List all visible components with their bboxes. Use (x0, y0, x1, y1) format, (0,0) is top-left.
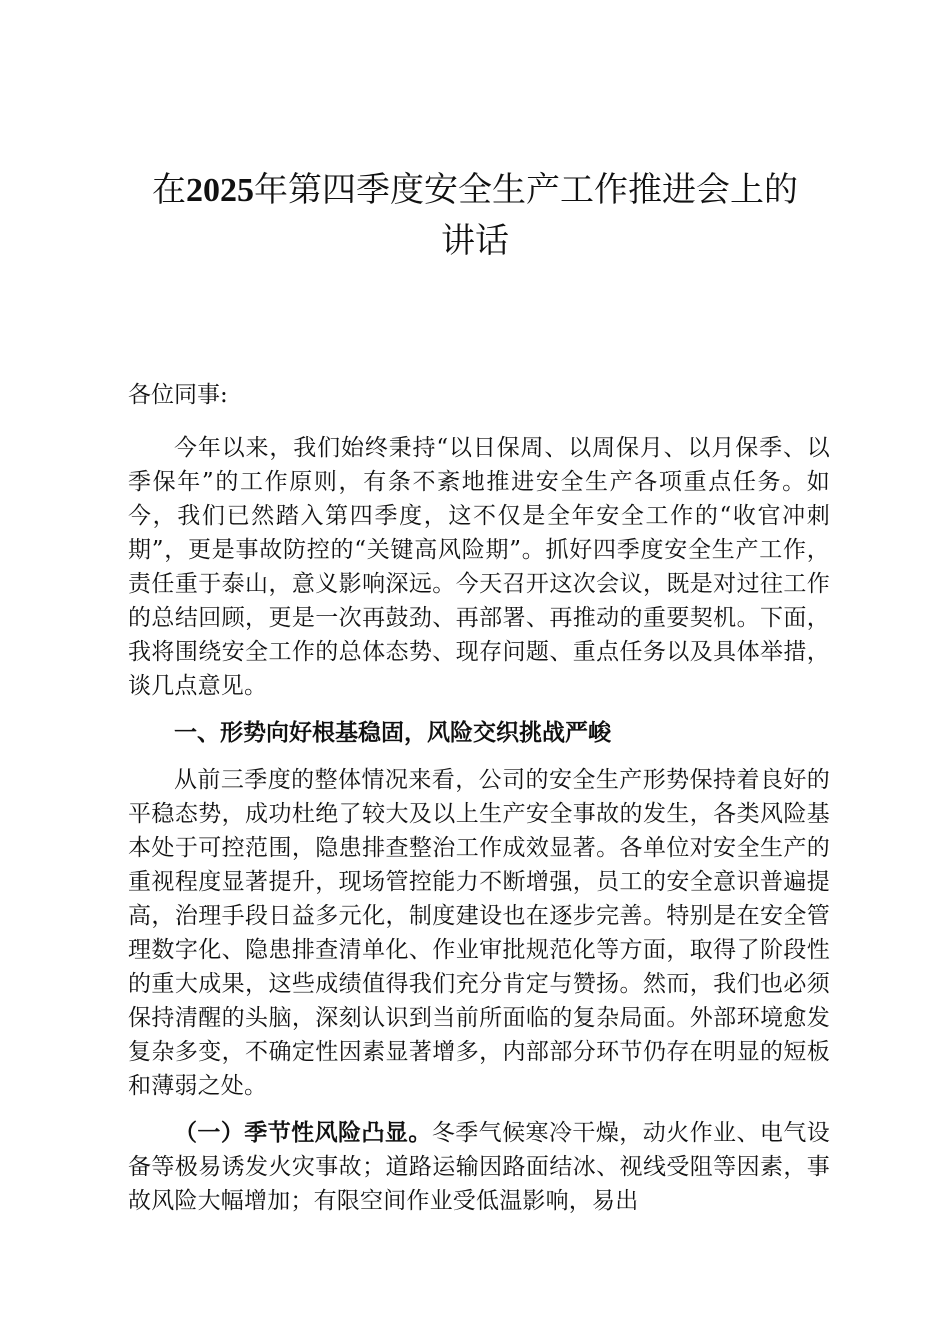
section-heading-1: 一、形势向好根基稳固，风险交织挑战严峻 (174, 720, 611, 746)
title-line-1 (120, 165, 830, 216)
section-1-paragraph: 从前三季度的整体情况来看，公司的安全生产形势保持着良好的平稳态势，成功杜绝了较大及以上生产安全事故的发生，各类风险基本处于可控范围，隐患排查整治工作成效显著。各单位对安全生产的重视程度显著提升，现场管控能力不断增强，员工的安全意识普遍提高，治理手段日益多元化，制度建设也在逐步完善。特别是在安全管理数字化、隐患排查清单化、作业审批规范化等方面，取得了阶段性的重大成果，这些成绩值得我们充分肯定与赞扬。然而，我们也必须保持清醒的头脑，深刻认识到当前所面临的复杂局面。外部环境愈发复杂多变，不确定性因素显著增多，内部部分环节仍存在明显的短板和薄弱之处。 (128, 767, 830, 1099)
document-title (120, 165, 830, 266)
intro-paragraph: 今年以来，我们始终秉持“以日保周、以周保月、以月保季、以季保年”的工作原则，有条不紊地推进安全生产各项重点任务。如今，我们已然踏入第四季度，这不仅是全年安全工作的“收官冲刺期”，更是事故防控的“关键高风险期”。抓好四季度安全生产工作，责任重于泰山，意义影响深远。今天召开这次会议，既是对过往工作的总结回顾，更是一次再鼓劲、再部署、再推动的重要契机。下面，我将围绕安全工作的总体态势、现存问题、重点任务以及具体举措，谈几点意见。 (128, 435, 830, 699)
subsection-1-paragraph (128, 1116, 830, 1218)
document-body (128, 378, 830, 1231)
title-year: 2025 (186, 172, 254, 209)
title-line-2: 讲话 (441, 221, 509, 261)
subsection-1-text: 冬季气候寒冷干燥，动火作业、电气设备等极易诱发火灾事故；道路运输因路面结冰、视线受阻等因素，事故风险大幅增加；有限空间作业受低温影响，易出 (128, 1120, 830, 1214)
subsection-1-lead: （一）季节性风险凸显。 (174, 1120, 432, 1146)
salutation: 各位同事: (128, 382, 228, 408)
title-prefix: 在 (152, 170, 186, 210)
title-rest: 年第四季度安全生产工作推进会上的 (254, 170, 798, 210)
